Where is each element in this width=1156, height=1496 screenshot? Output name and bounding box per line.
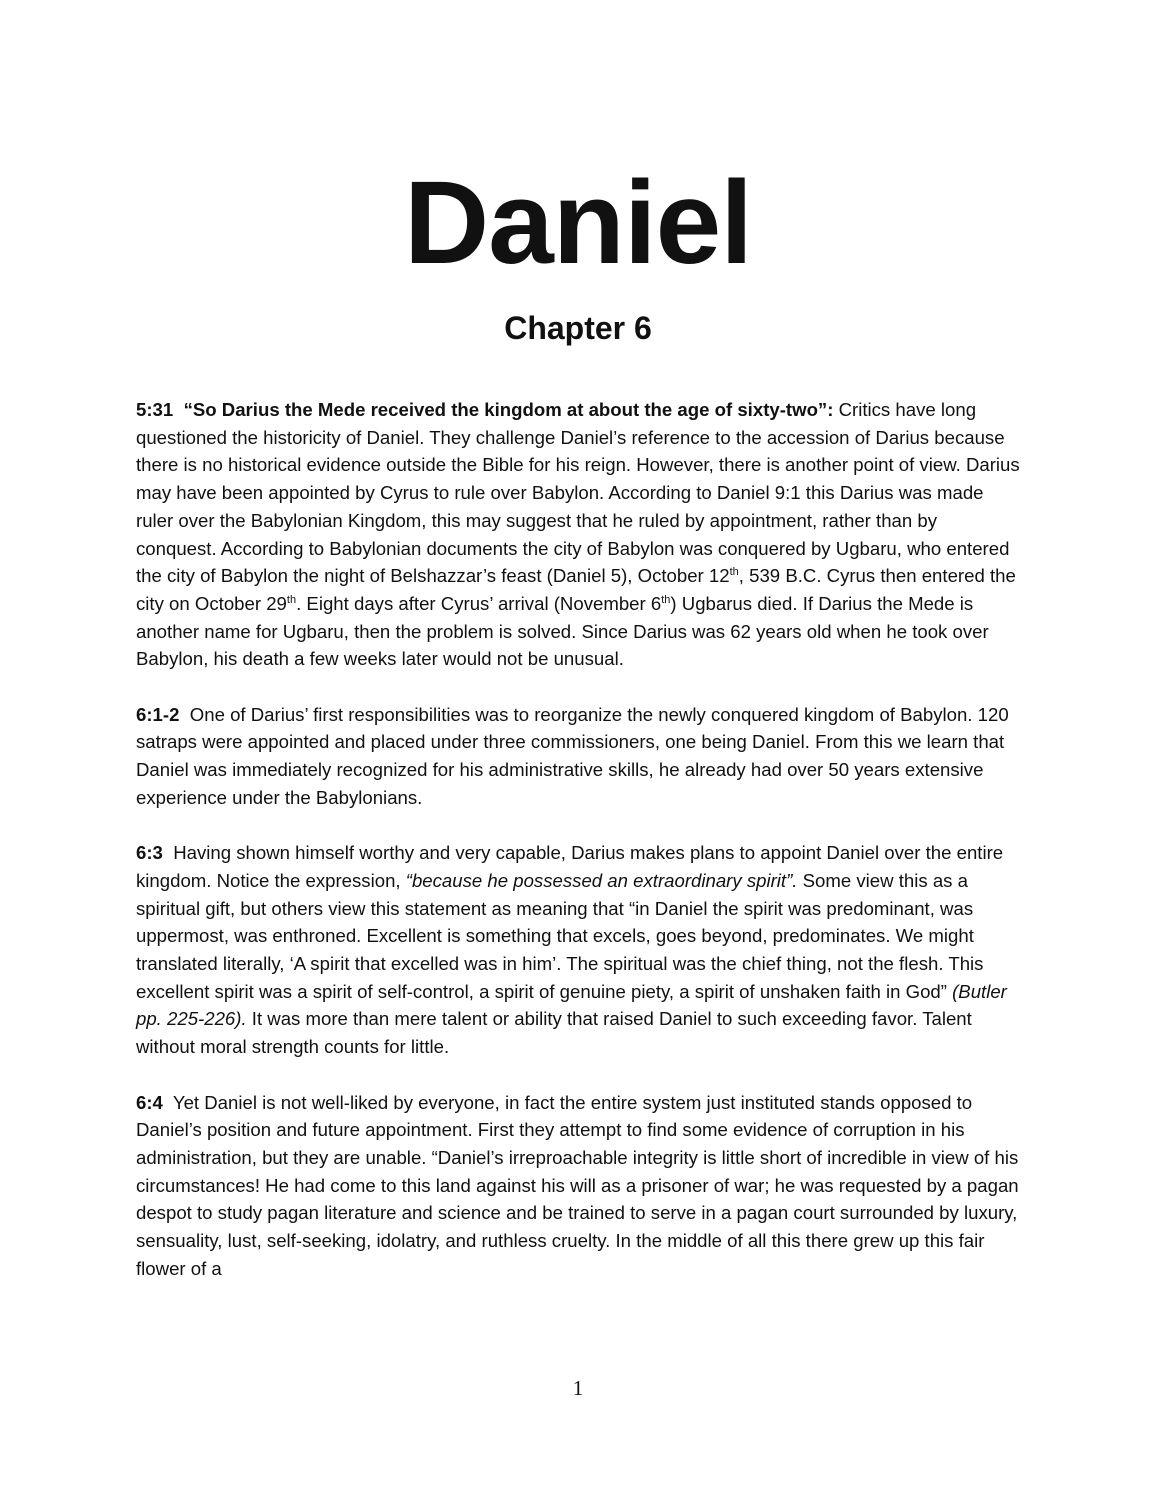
paragraph-5-31: [136, 396, 1020, 673]
verse-reference: 6:1-2: [136, 703, 180, 725]
paragraph-text: . Eight days after Cyrus’ arrival (November 6: [296, 592, 662, 614]
paragraph-text: Yet Daniel is not well-liked by everyone, in fact the entire system just instituted stands opposed to Daniel’s position and future appointment. First they attempt to find some evidence of corruption in his administration, but they are unable. “Daniel’s irreproachable integrity is little short of incredible in view of his circumstances! He had come to this land against his will as a prisoner of war; he was requested by a pagan despot to study pagan literature and science and be trained to serve in a pagan court surrounded by luxury, sensuality, lust, self-seeking, idolatry, and ruthless cruelty. In the middle of all this there grew up this fair flower of a: [136, 1091, 1019, 1279]
paragraph-text: One of Darius’ first responsibilities was to reorganize the newly conquered kingdom of Babylon. 120 satraps were appointed and placed under three commissioners, one being Daniel. From this we learn that Daniel was immediately recognized for his administrative skills, he already had over 50 years extensive experience under the Babylonians.: [136, 703, 1009, 808]
verse-reference: 6:3: [136, 842, 163, 864]
ordinal-suffix: th: [729, 566, 739, 579]
verse-quote: “So Darius the Mede received the kingdom at about the age of sixty-two”:: [183, 399, 834, 420]
italic-quote: “because he possessed an extraordinary spirit”.: [405, 869, 798, 891]
paragraph-text: ) Ugbarus died. If Darius the Mede is another name for Ugbaru, then the problem is solved. Since Darius was 62 years old when he took over Babylon, his death a few weeks later would not be unusual.: [136, 592, 989, 670]
page-number: 1: [572, 1376, 584, 1400]
ordinal-suffix: th: [286, 593, 297, 606]
paragraph-text: It was more than mere talent or ability that raised Daniel to such exceeding favor. Talent without moral strength counts for little.: [136, 1008, 972, 1058]
paragraph-text: Having shown himself worthy and very capable, Darius makes plans to appoint Daniel over the entire kingdom. Notice the expression,: [136, 842, 1004, 891]
document-body: [136, 396, 1020, 1310]
ordinal-suffix: th: [661, 593, 671, 606]
paragraph-text: Some view this as a spiritual gift, but others view this statement as meaning that “in Daniel the spirit was predominant, was uppermost, was enthroned. Excellent is something that excels, goes beyond, predominates. We might translated literally, ‘A spirit that excelled was in him’. The spiritual was the chief thing, not the flesh. This excellent spirit was a spirit of self-control, a spirit of genuine piety, a spirit of unshaken faith in God”: [136, 869, 984, 1002]
citation: (Butler pp. 225-226).: [136, 980, 1007, 1030]
paragraph-6-1-2: [136, 701, 1020, 812]
verse-reference: 6:4: [136, 1091, 163, 1113]
paragraph-6-4: [136, 1089, 1020, 1283]
paragraph-text: Critics have long questioned the historicity of Daniel. They challenge Daniel’s reference to the accession of Darius because there is no historical evidence outside the Bible for his reign. However, there is another point of view. Darius may have been appointed by Cyrus to rule over Babylon. According to Daniel 9:1 this Darius was made ruler over the Babylonian Kingdom, this may suggest that he ruled by appointment, rather than by conquest. According to Babylonian documents the city of Babylon was conquered by Ugbaru, who entered the city of Babylon the night of Belshazzar’s feast (Daniel 5), October 12: [136, 399, 1020, 587]
document-title: Daniel: [403, 157, 753, 289]
paragraph-text: , 539 B.C. Cyrus then entered the city on October 29: [136, 565, 1016, 614]
paragraph-6-3: [136, 839, 1020, 1061]
verse-reference: 5:31: [136, 399, 174, 420]
chapter-heading: Chapter 6: [504, 310, 652, 346]
